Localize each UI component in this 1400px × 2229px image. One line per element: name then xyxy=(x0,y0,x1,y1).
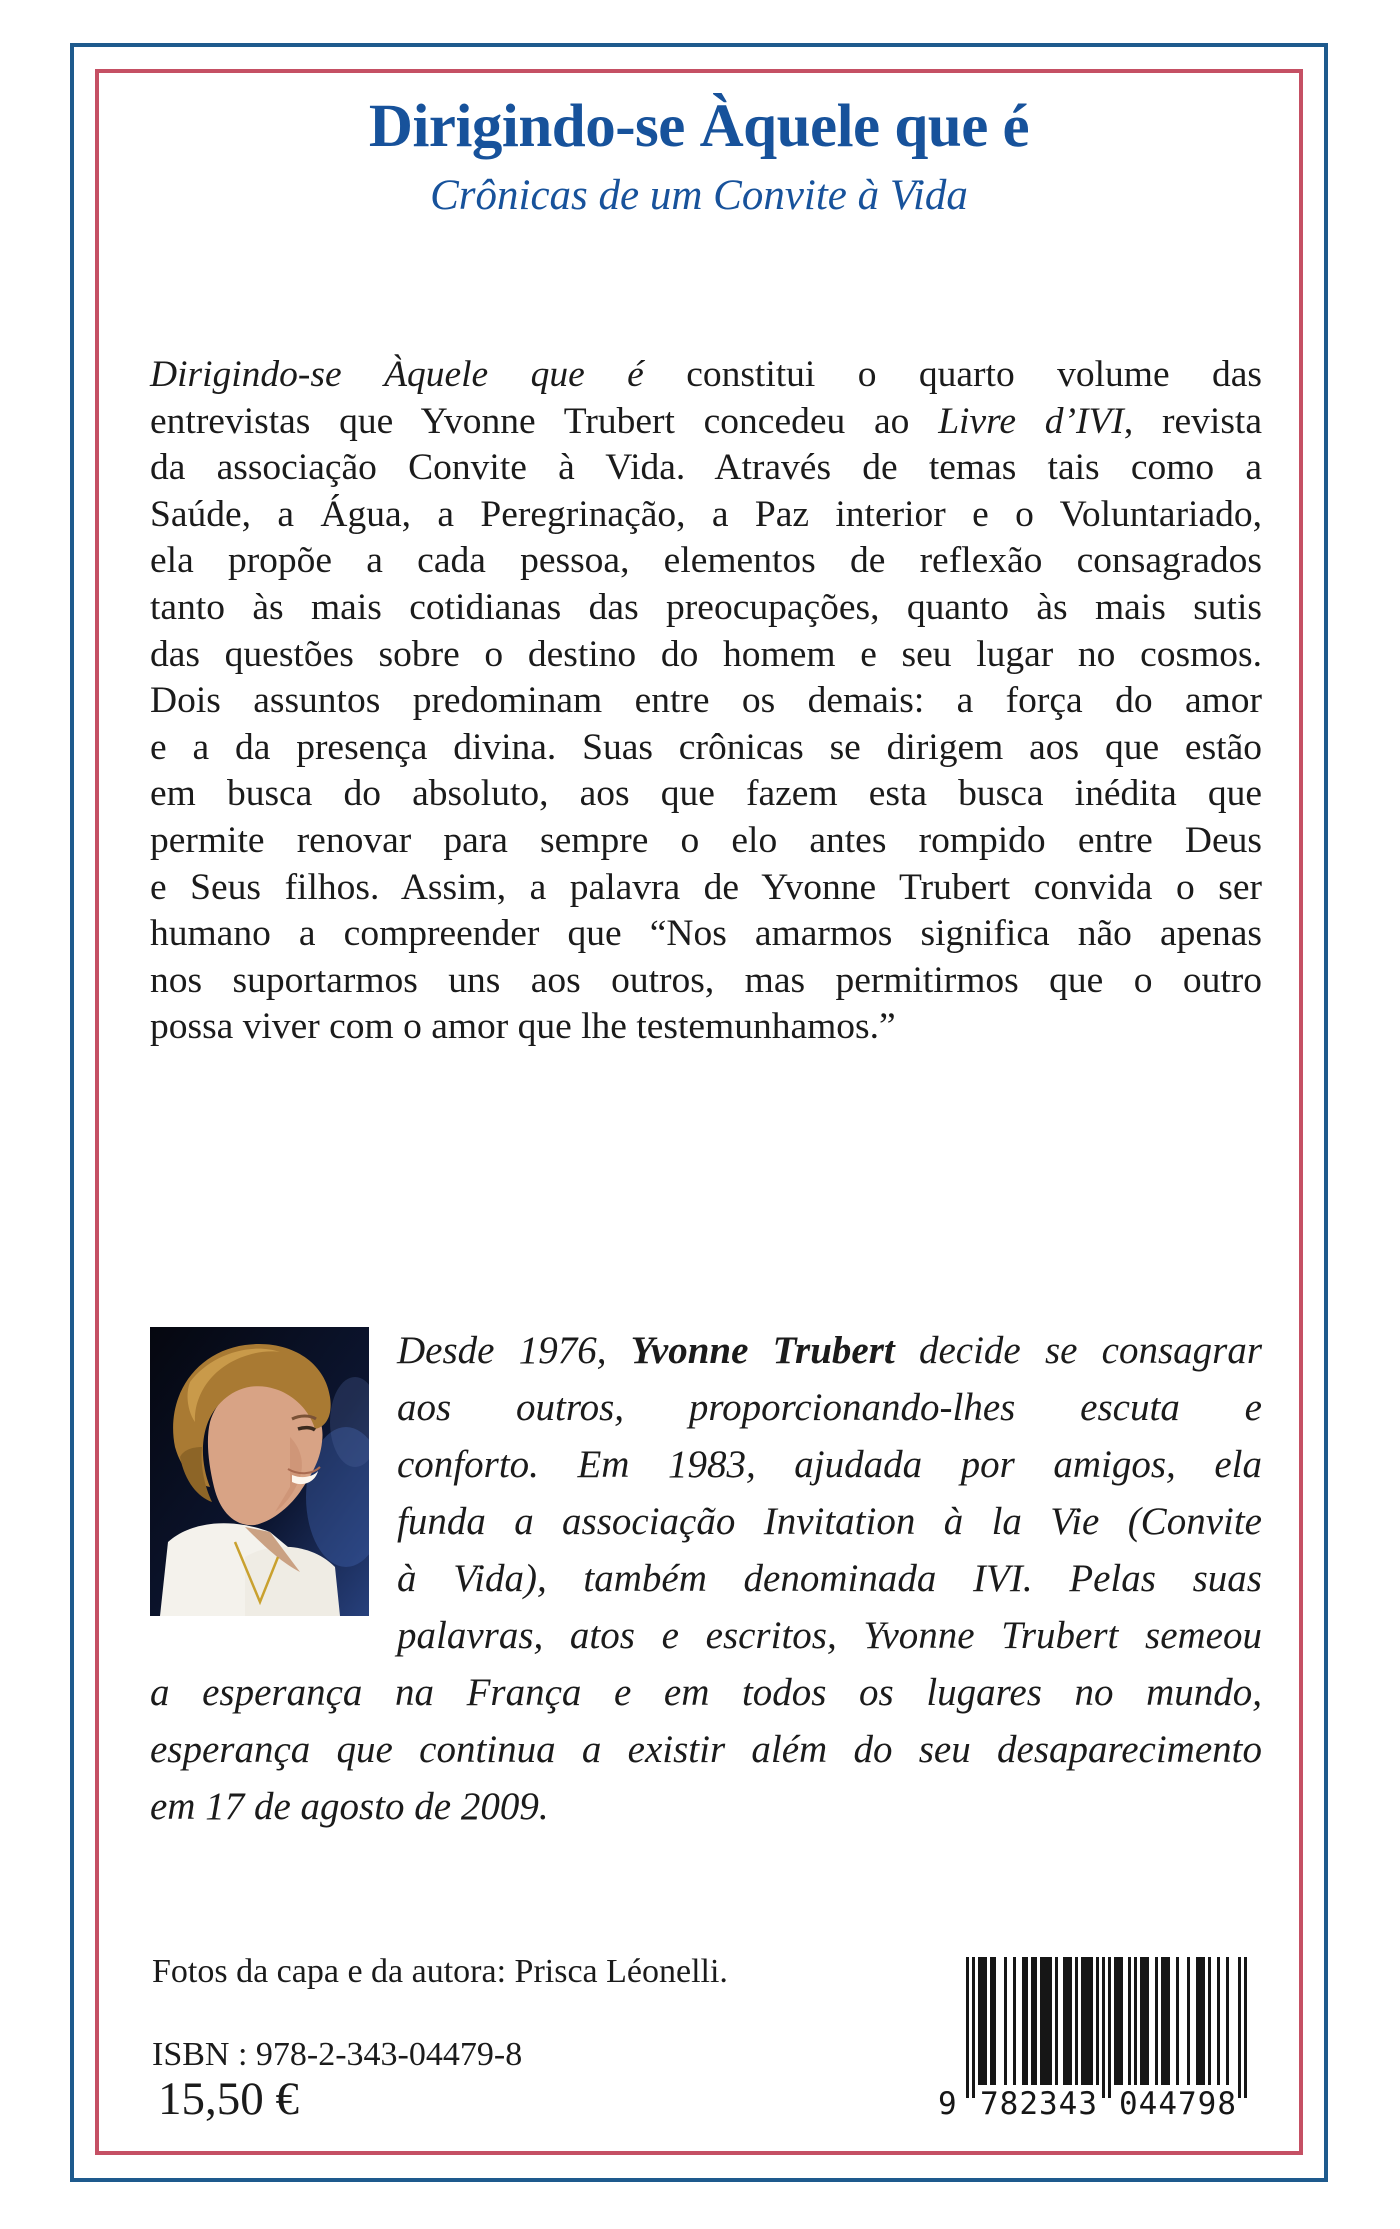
photo-credit: Fotos da capa e da autora: Prisca Léonelli. xyxy=(152,1953,728,1990)
barcode-bars xyxy=(966,1957,1248,2099)
synopsis-line: da associação Convite à Vida. Através de temas tais como a xyxy=(150,447,1262,489)
synopsis-line: e a da presença divina. Suas crônicas se dirigem aos que estão xyxy=(150,726,1262,768)
bio-line: aos outros, proporcionando-lhes escuta e xyxy=(397,1386,1262,1429)
synopsis-line: entrevistas que Yvonne Trubert concedeu ao Livre d’IVI, revista xyxy=(150,400,1262,442)
synopsis-line: ela propõe a cada pessoa, elementos de reflexão consagrados xyxy=(150,540,1262,582)
barcode-right-digits: 044798 xyxy=(1119,2086,1237,2122)
synopsis-line: permite renovar para sempre o elo antes rompido entre Deus xyxy=(150,819,1262,861)
bio-line: funda a associação Invitation à la Vie (Convite xyxy=(397,1500,1262,1543)
bio-line: conforto. Em 1983, ajudada por amigos, ela xyxy=(397,1443,1262,1486)
synopsis-line: Saúde, a Água, a Peregrinação, a Paz interior e o Voluntariado, xyxy=(150,493,1262,535)
bio-line: Desde 1976, Yvonne Trubert decide se consagrar xyxy=(397,1329,1262,1372)
synopsis-paragraph xyxy=(150,352,1262,1051)
synopsis-line: nos suportarmos uns aos outros, mas permitirmos que o outro xyxy=(150,959,1262,1001)
bio-line: palavras, atos e escritos, Yvonne Trubert semeou xyxy=(397,1614,1262,1657)
synopsis-line: e Seus filhos. Assim, a palavra de Yvonne Trubert convida o ser xyxy=(150,866,1262,908)
barcode-first-digit: 9 xyxy=(938,2086,958,2122)
bio-line: à Vida), também denominada IVI. Pelas suas xyxy=(397,1557,1262,1600)
barcode-ean13 xyxy=(938,1957,1248,2122)
synopsis-line: Dois assuntos predominam entre os demais: a força do amor xyxy=(150,680,1262,722)
synopsis-line: Dirigindo-se Àquele que é constitui o quarto volume das xyxy=(150,354,1262,395)
author-bio xyxy=(150,1322,1262,1835)
book-subtitle: Crônicas de um Convite à Vida xyxy=(430,172,968,219)
price: 15,50 € xyxy=(158,2073,299,2125)
barcode-left-digits: 782343 xyxy=(980,2086,1098,2122)
synopsis-line: em busca do absoluto, aos que fazem esta busca inédita que xyxy=(150,773,1262,815)
synopsis-line: possa viver com o amor que lhe testemunhamos.” xyxy=(150,1006,896,1048)
bio-line: esperança que continua a existir além do seu desaparecimento xyxy=(150,1728,1262,1771)
bio-line: a esperança na França e em todos os lugares no mundo, xyxy=(150,1671,1262,1714)
book-title: Dirigindo-se Àquele que é xyxy=(368,93,1030,160)
isbn: ISBN : 978-2-343-04479-8 xyxy=(152,2036,523,2073)
synopsis-line: humano a compreender que “Nos amarmos significa não apenas xyxy=(150,913,1262,955)
bio-line: em 17 de agosto de 2009. xyxy=(150,1785,549,1828)
synopsis-line: das questões sobre o destino do homem e seu lugar no cosmos. xyxy=(150,633,1262,675)
synopsis-line: tanto às mais cotidianas das preocupações, quanto às mais sutis xyxy=(150,586,1262,628)
